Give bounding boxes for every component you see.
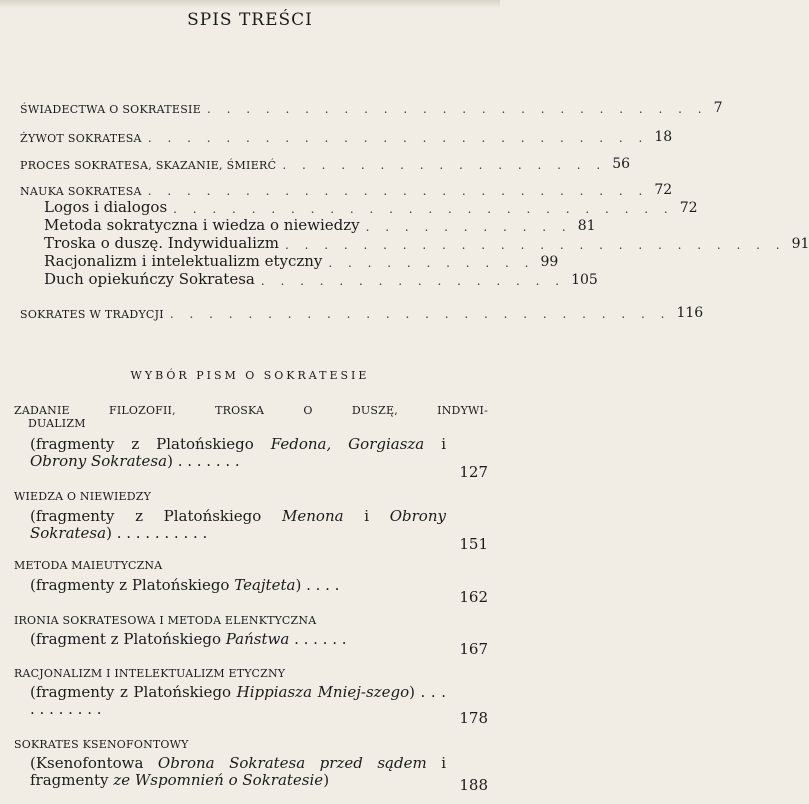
selection-page: 167 [459,640,488,658]
toc-leader-dots: . . . . . . . . . . . [365,220,572,234]
selection-heading [14,738,488,751]
toc-subentry-page: 81 [577,218,596,234]
toc-subentry-label: Logos i dialogos [44,198,168,216]
description-text: i [343,507,390,525]
toc-leader-dots: . . . . . . . . . . . . . . . . . . . . . . . . . . [207,102,708,116]
toc-subentry-page: 91 [791,236,809,252]
selection-heading [14,667,488,680]
toc-subentry-page: 72 [679,200,698,216]
toc-subentry-label: Troska o duszę. Indywidualizm [44,234,280,252]
selection-heading-line: METODA MAIEUTYCZNA [14,559,163,572]
leader-dots: . . . . . . . [172,452,240,470]
toc-leader-dots: . . . . . . . . . . . . . . . . . . . . . . . . . . [147,184,649,198]
toc-leader-dots: . . . . . . . . . . . . . . . . [260,274,566,288]
toc-leader-dots: . . . . . . . . . . . . . . . . . . . . . . . . . . [147,131,649,145]
description-text: i fragmenty [30,754,446,789]
description-text: ) [323,771,330,789]
description-title: Obrony Sokratesa [30,507,446,542]
toc-entry [20,156,631,172]
description-title: Teajteta [234,576,296,594]
selection-page: 127 [459,463,488,481]
toc-entry-label: ŚWIADECTWA O SOKRATESIE [20,103,202,116]
description-text: (fragment z Platońskiego [30,630,226,648]
description-text: i [424,435,446,453]
selection-page: 178 [459,709,488,727]
toc-entry-page: 116 [676,305,704,321]
toc-entry-page: 56 [612,156,631,172]
toc-subentry [44,216,596,234]
toc-entry [20,100,723,116]
selection-page: 188 [459,776,488,794]
description-title: ze Wspomnień o Sokratesie [113,771,324,789]
description-title: Menona [282,507,344,525]
toc-entry [20,182,673,198]
toc-subentry-page: 99 [540,254,559,270]
selection-heading-line: RACJONALIZM I INTELEKTUALIZM ETYCZNY [14,667,286,680]
toc-entry-page: 72 [654,182,673,198]
toc-entry-page: 7 [713,100,723,116]
description-text: ) [106,524,112,542]
toc-subentry-label: Racjonalizm i intelektualizm etyczny [44,252,323,270]
selection-page: 162 [459,588,488,606]
section-title: WYBÓR PISM O SOKRATESIE [130,369,370,382]
page-top-edge [0,0,500,8]
description-title: Obrona Sokratesa przed sądem [157,754,427,772]
leader-dots: . . . . [301,576,340,594]
description-text: (Ksenofontowa [30,754,158,772]
selection-description [30,631,446,648]
selection-heading [14,490,488,503]
selection-page: 151 [459,535,488,553]
toc-entry [20,129,673,145]
toc-subentry-label: Duch opiekuńczy Sokratesa [44,270,255,288]
toc-entry-label: ŻYWOT SOKRATESA [20,132,142,145]
selection-heading [14,559,488,572]
description-text: ) [295,576,302,594]
selection-heading [14,404,488,430]
description-title: Państwa [225,630,290,648]
leader-dots: . . . . . . . . . . . [30,683,446,718]
page-title: SPIS TREŚCI [187,10,313,30]
selection-heading-line: DUALIZM [28,417,86,430]
description-title: Obrony Sokratesa [30,452,168,470]
toc-subentry [44,270,598,288]
description-text: ) [409,683,415,701]
selection-description [30,508,446,542]
toc-leader-dots: . . . . . . . . . . . . . . . . . . . . . . . . . . [169,307,671,321]
description-text: (fragmenty z Platońskiego [30,576,235,594]
toc-entry-label: PROCES SOKRATESA, SKAZANIE, ŚMIERĆ [20,159,277,172]
toc-entry-page: 18 [654,129,673,145]
description-text: (fragmenty z Platońskiego [30,507,283,525]
selection-heading-line: IRONIA SOKRATESOWA I METODA ELENKTYCZNA [14,614,317,627]
toc-leader-dots: . . . . . . . . . . . [328,256,535,270]
toc-leader-dots: . . . . . . . . . . . . . . . . . . . . . . . . . . [173,202,674,216]
toc-leader-dots: . . . . . . . . . . . . . . . . . [282,158,607,172]
toc-leader-dots: . . . . . . . . . . . . . . . . . . . . . . . . . . [285,238,786,252]
selection-heading-line: ZADANIE FILOZOFII, TROSKA O DUSZĘ, INDYWI- [14,404,488,417]
description-text: (fragmenty z Platońskiego [30,683,237,701]
selection-heading-line: SOKRATES KSENOFONTOWY [14,738,189,751]
toc-entry-label: NAUKA SOKRATESA [20,185,142,198]
toc-entry-label: SOKRATES W TRADYCJI [20,308,164,321]
leader-dots: . . . . . . . . . . [111,524,208,542]
selection-description [30,436,446,470]
selection-heading [14,614,488,627]
selection-description [30,755,446,789]
description-title: Fedona, Gorgiasza [270,435,425,453]
toc-subentry-page: 105 [571,272,598,288]
leader-dots: . . . . . . [289,630,347,648]
description-text: ) [167,452,173,470]
toc-subentry [44,198,698,216]
selection-heading-line: WIEDZA O NIEWIEDZY [14,490,152,503]
toc-entry [20,305,704,321]
toc-subentry [44,234,809,252]
selection-description [30,577,446,594]
toc-subentry-label: Metoda sokratyczna i wiedza o niewiedzy [44,216,360,234]
selection-description [30,684,446,718]
description-text: (fragmenty z Platońskiego [30,435,271,453]
toc-subentry [44,252,559,270]
description-title: Hippiasza Mniej-szego [236,683,410,701]
